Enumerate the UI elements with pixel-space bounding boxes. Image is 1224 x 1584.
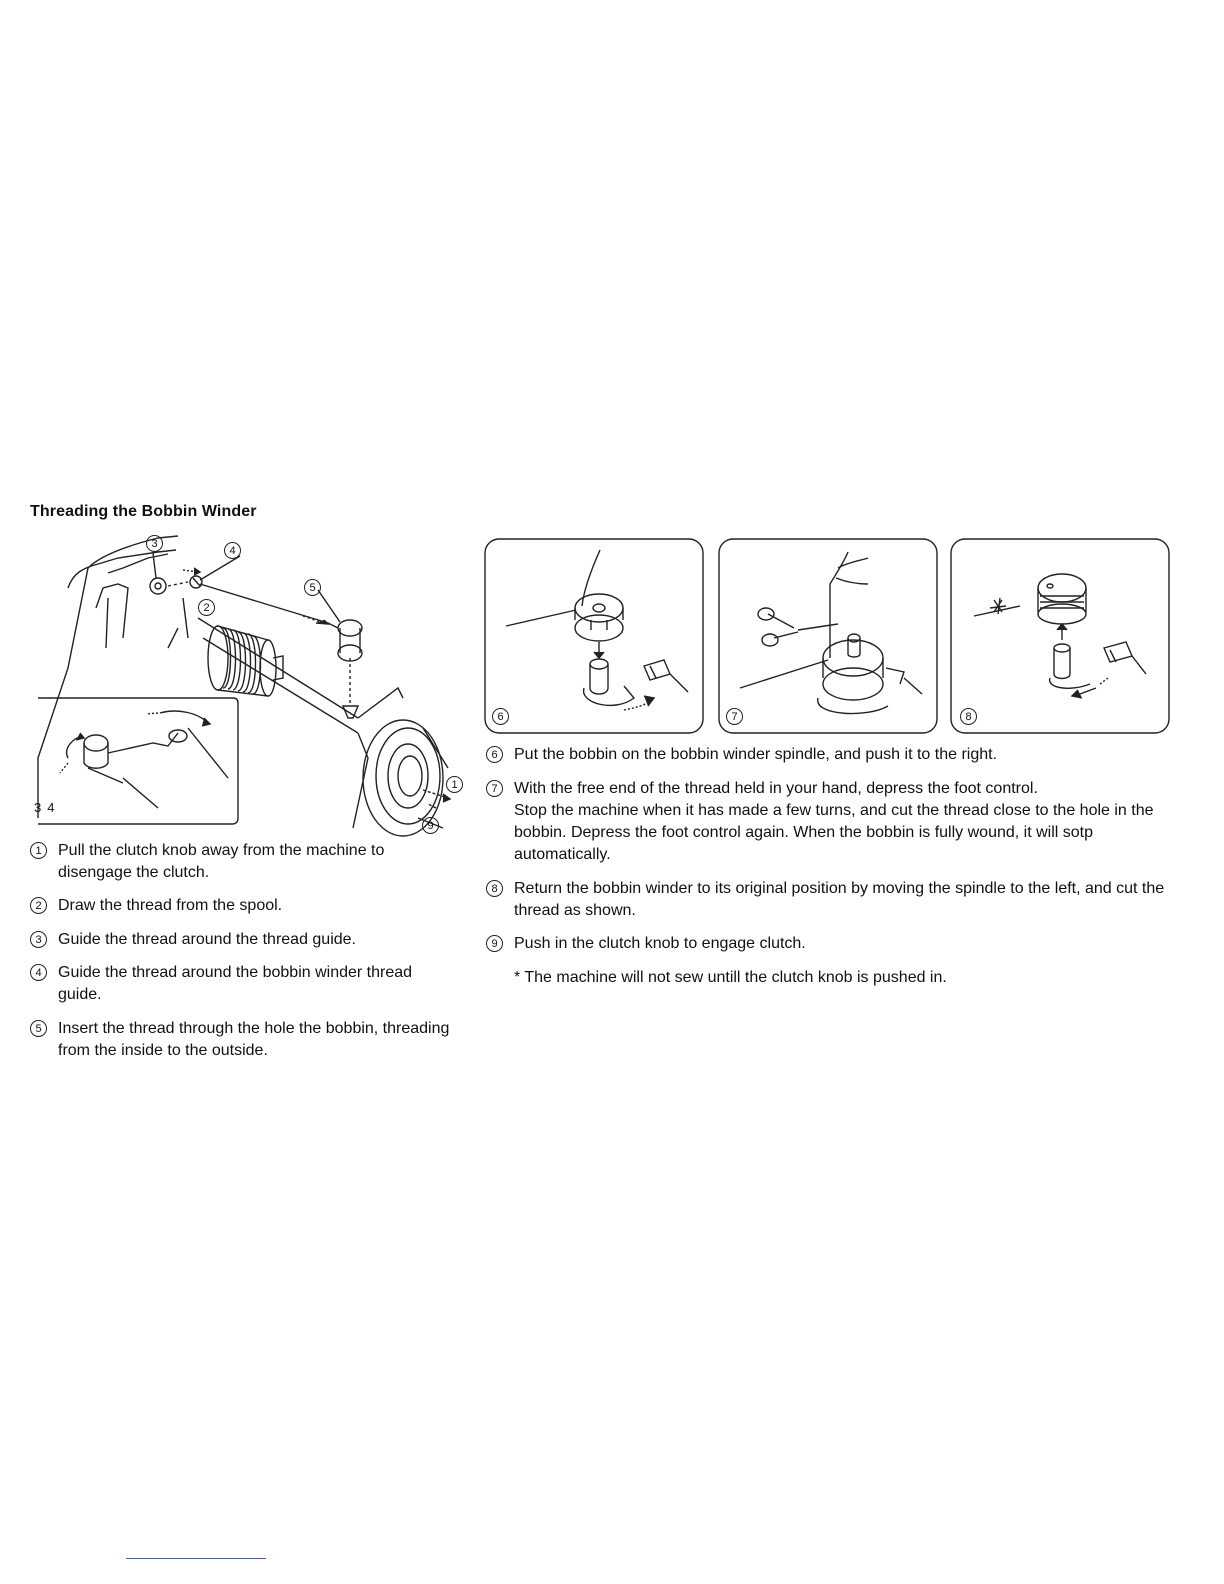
inset-label: 34 bbox=[34, 800, 61, 815]
step-text: Put the bobbin on the bobbin winder spindle, and push it to the right. bbox=[514, 746, 998, 763]
step-6 bbox=[486, 744, 1176, 766]
callout-label-9: 9 bbox=[422, 817, 439, 834]
step-2 bbox=[30, 895, 450, 917]
step-9 bbox=[486, 933, 1176, 955]
bobbin-winder-threading-illustration bbox=[28, 528, 478, 838]
step-text: With the free end of the thread held in your hand, depress the foot control. bbox=[514, 780, 1038, 797]
step-number: 5 bbox=[30, 1020, 47, 1037]
step-7 bbox=[486, 778, 1176, 866]
panel-label-6: 6 bbox=[492, 708, 509, 725]
step-5 bbox=[30, 1018, 450, 1062]
clutch-note: * The machine will not sew untill the clutch knob is pushed in. bbox=[514, 969, 947, 986]
step-text: Guide the thread around the thread guide. bbox=[58, 931, 356, 948]
callout-label-1: 1 bbox=[446, 776, 463, 793]
step-text: Draw the thread from the spool. bbox=[58, 897, 283, 914]
page-title: Threading the Bobbin Winder bbox=[30, 503, 257, 520]
callout-label-3: 3 bbox=[146, 535, 163, 552]
callout-label-2: 2 bbox=[198, 599, 215, 616]
callout-label-4: 4 bbox=[224, 542, 241, 559]
step-7-illustration bbox=[718, 538, 938, 734]
step-number: 8 bbox=[486, 880, 503, 897]
step-8 bbox=[486, 878, 1176, 922]
step-text: Pull the clutch knob away from the machine to disengage the clutch. bbox=[58, 842, 385, 881]
step-number: 4 bbox=[30, 964, 47, 981]
step-number: 9 bbox=[486, 935, 503, 952]
step-text: Insert the thread through the hole the bobbin, threading from the inside to the outside. bbox=[58, 1020, 450, 1059]
step-number: 1 bbox=[30, 842, 47, 859]
callout-label-5: 5 bbox=[304, 579, 321, 596]
step-number: 3 bbox=[30, 931, 47, 948]
step-8-illustration bbox=[950, 538, 1170, 734]
panel-label-8: 8 bbox=[960, 708, 977, 725]
step-number: 6 bbox=[486, 746, 503, 763]
step-text: Return the bobbin winder to its original position by moving the spindle to the left, and cut the thread as shown. bbox=[514, 880, 1165, 919]
step-number: 2 bbox=[30, 897, 47, 914]
step-1 bbox=[30, 840, 450, 884]
step-text-continued: Stop the machine when it has made a few turns, and cut the thread close to the hole in the bobbin. Depress the foot control again. When the bobbin is fully wound, it will sotp automatically. bbox=[514, 802, 1154, 863]
step-text: Guide the thread around the bobbin winder thread guide. bbox=[58, 964, 413, 1003]
panel-label-7: 7 bbox=[726, 708, 743, 725]
step-text: Push in the clutch knob to engage clutch. bbox=[514, 935, 806, 952]
step-3 bbox=[30, 929, 450, 951]
step-6-illustration bbox=[484, 538, 704, 734]
step-4 bbox=[30, 962, 460, 1006]
footer-rule bbox=[126, 1558, 266, 1559]
step-number: 7 bbox=[486, 780, 503, 797]
